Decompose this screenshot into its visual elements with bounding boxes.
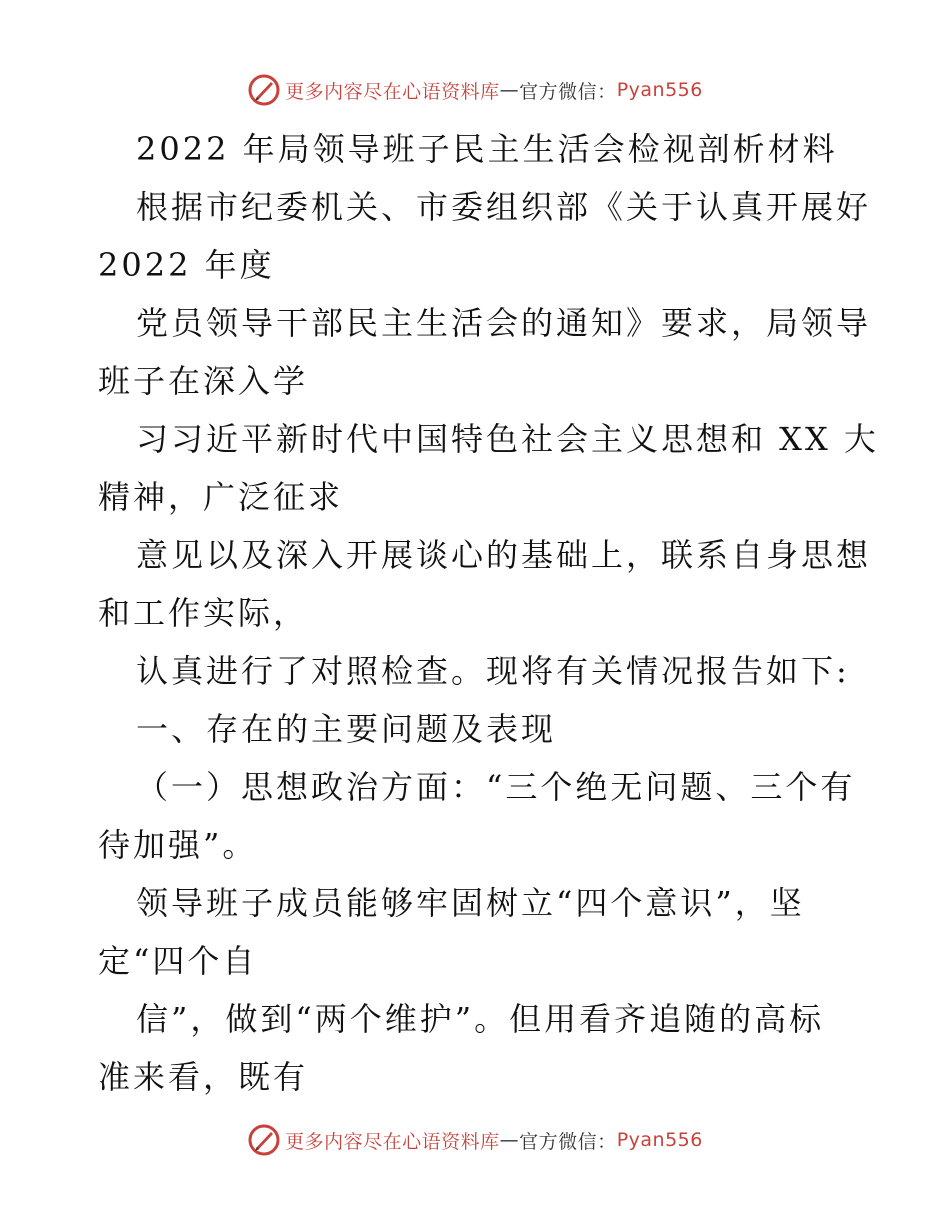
watermark-separator: — [499,79,520,101]
text-line: 精神，广泛征求 [98,478,344,516]
text-line: 待加强”。 [98,826,258,864]
text-line: 定“四个自 [98,942,258,980]
watermark-separator: — [499,1129,520,1151]
quill-pen-logo-icon [247,1123,281,1157]
subsection-heading: （一）思想政治方面：“三个绝无问题、三个有 [136,768,856,806]
watermark-wechat-label: 官方微信： [519,80,617,103]
text-line: 习习近平新时代中国特色社会主义思想和 XX 大 [136,420,879,458]
text-line: 2022 年度 [98,246,275,284]
watermark-main-text: 更多内容尽在心语资料库 [285,1130,500,1153]
text-line: 意见以及深入开展谈心的基础上，联系自身思想 [136,536,872,574]
watermark-main-text: 更多内容尽在心语资料库 [285,80,500,103]
watermark-header [0,70,950,110]
quill-pen-logo-icon [247,73,281,107]
watermark-wechat-label: 官方微信： [519,1130,617,1153]
text-line: 领导班子成员能够牢固树立“四个意识”，坚 [136,884,805,922]
text-line: 准来看，既有 [98,1058,309,1096]
text-line: 党员领导干部民主生活会的通知》要求，局领导 [136,304,872,342]
text-line: 根据市纪委机关、市委组织部《关于认真开展好 [136,188,872,226]
text-line: 班子在深入学 [98,362,309,400]
text-line: 认真进行了对照检查。现将有关情况报告如下: [136,652,850,690]
text-line: 和工作实际， [98,594,309,632]
section-heading: 一、存在的主要问题及表现 [136,710,557,748]
document-title: 2022 年局领导班子民主生活会检视剖析材料 [136,130,838,168]
text-line: 信”，做到“两个维护”。但用看齐追随的高标 [136,1000,825,1038]
watermark-wechat-handle: Pyan556 [616,1129,703,1151]
watermark-wechat-handle: Pyan556 [616,79,703,101]
document-body [98,120,879,1106]
watermark-footer [0,1120,950,1160]
